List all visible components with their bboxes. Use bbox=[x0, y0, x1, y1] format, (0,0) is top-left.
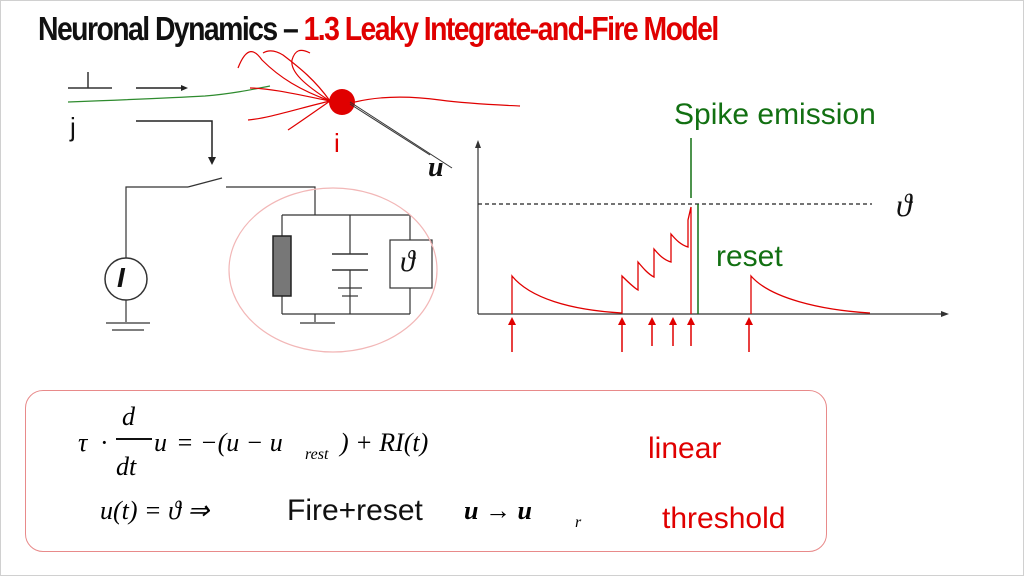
wire-arrowhead bbox=[208, 157, 216, 165]
eq-threshold-condition: u(t) = ϑ ⇒ bbox=[100, 496, 210, 525]
threshold-symbol-plot: ϑ bbox=[896, 187, 912, 223]
capacitor bbox=[332, 254, 368, 270]
eq-rhs: = −(u − u bbox=[176, 428, 283, 457]
eq-dt: dt bbox=[116, 452, 137, 481]
y-arrowhead bbox=[475, 140, 481, 148]
x-arrowhead bbox=[941, 311, 949, 317]
voltage-trace bbox=[512, 207, 870, 314]
dendrites bbox=[238, 50, 520, 130]
linear-label: linear bbox=[648, 432, 722, 465]
presyn-spike-icon bbox=[68, 72, 112, 88]
eq-rhs2: ) + RI(t) bbox=[340, 428, 429, 457]
input-wire bbox=[136, 121, 212, 160]
spike-emission-label: Spike emission bbox=[674, 98, 876, 131]
eq-reset-rule: u → u bbox=[464, 496, 532, 525]
eq-tau: τ bbox=[78, 428, 88, 457]
presyn-label: j bbox=[70, 112, 76, 142]
title-prefix: Neuronal Dynamics – bbox=[38, 10, 304, 47]
current-symbol: I bbox=[117, 262, 125, 293]
input-spike-arrows bbox=[512, 322, 749, 352]
postsyn-label: i bbox=[334, 128, 340, 158]
reset-label: reset bbox=[716, 240, 783, 273]
eq-d: d bbox=[122, 402, 135, 431]
eq-rest-subscript: rest bbox=[305, 446, 329, 463]
threshold-label: threshold bbox=[662, 502, 786, 535]
title-section: 1.3 Leaky Integrate-and-Fire Model bbox=[303, 10, 718, 47]
threshold-symbol-circuit: ϑ bbox=[400, 245, 415, 278]
eq-dot: · bbox=[100, 428, 109, 457]
voltage-symbol: u bbox=[428, 152, 444, 183]
input-arrow bbox=[136, 85, 188, 91]
resistor bbox=[273, 236, 291, 296]
current-source bbox=[105, 258, 147, 300]
fire-reset-label: Fire+reset bbox=[287, 494, 423, 527]
input-spike-arrowheads bbox=[508, 317, 753, 325]
neuron-soma bbox=[329, 89, 355, 115]
plot-axes bbox=[478, 143, 946, 314]
eq-u: u bbox=[154, 428, 167, 457]
fraction-bar bbox=[116, 438, 152, 440]
eq-reset-subscript: r bbox=[575, 514, 582, 531]
